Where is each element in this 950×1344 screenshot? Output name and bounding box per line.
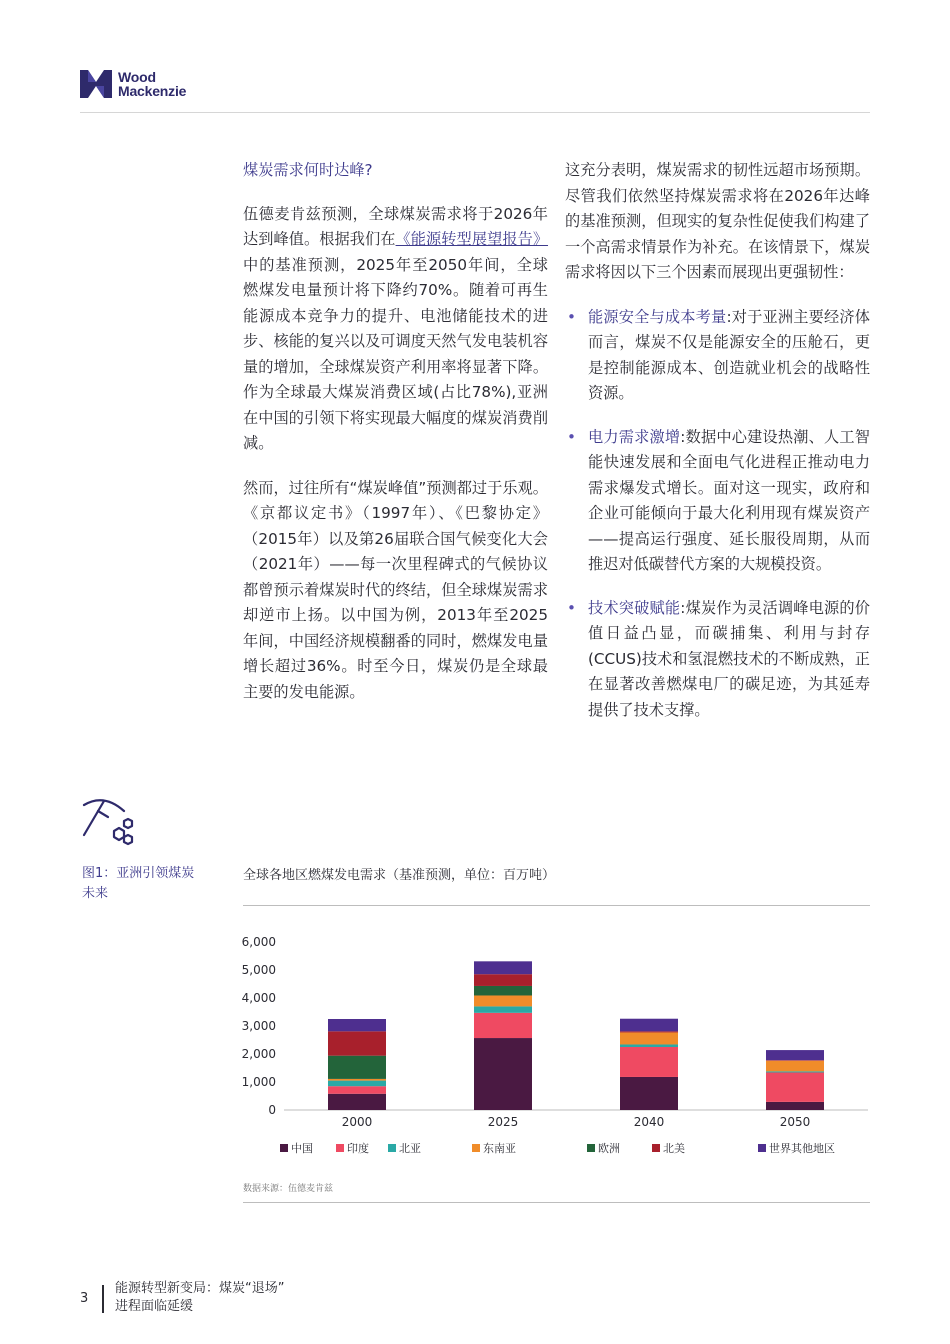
legend-swatch (472, 1144, 480, 1152)
chart-title: 全球各地区燃煤发电需求（基准预测，单位：百万吨） (243, 868, 556, 883)
x-tick-label: 2025 (487, 1115, 519, 1129)
bar-segment (766, 1102, 824, 1110)
logo-line-1: Wood (118, 69, 156, 85)
logo-line-2: Mackenzie (118, 83, 187, 99)
bar-segment (474, 986, 532, 996)
figure-caption: 图1：亚洲引领煤炭未来 (82, 866, 195, 901)
bullet-term: 电力需求激增 (588, 427, 681, 446)
legend-swatch (758, 1144, 766, 1152)
bar-segment (474, 974, 532, 986)
bullet-text: :对于亚洲主要经济体而言，煤炭不仅是能源安全的压舱石，更是控制能源成本、创造就业机会的战略性资源。 (588, 307, 870, 402)
bullet-term: 技术突破赋能 (588, 598, 681, 617)
left-text-column (243, 158, 548, 724)
footer-title (115, 1280, 284, 1316)
bar-segment (766, 1072, 824, 1101)
logo-wordmark (118, 70, 186, 98)
pickaxe-coal-icon (80, 795, 136, 851)
bar-segment (620, 1019, 678, 1032)
bar-segment (620, 1044, 678, 1047)
legend-label: 北美 (663, 1142, 685, 1155)
bar-segment (620, 1047, 678, 1077)
bar-segment (474, 995, 532, 1006)
bullet-text: :煤炭作为灵活调峰电源的价值日益凸显，而碳捕集、利用与封存(CCUS)技术和氢混燃技术的不断成熟，正在显著改善燃煤电厂的碳足迹，为其延寿提供了技术支撑。 (588, 598, 870, 719)
bar-segment (766, 1050, 824, 1060)
y-tick-label: 0 (268, 1103, 276, 1117)
bar-segment (474, 1013, 532, 1038)
legend-label: 印度 (347, 1142, 369, 1155)
energy-transition-outlook-link[interactable]: 《能源转型展望报告》 (395, 230, 549, 248)
footer-title-line: 能源转型新变局：煤炭“退场” (115, 1281, 285, 1296)
right-text-column (565, 158, 870, 741)
bar-segment (328, 1056, 386, 1079)
bar-segment (620, 1077, 678, 1110)
footer-divider (102, 1285, 104, 1313)
list-item (565, 305, 870, 407)
section-heading: 煤炭需求何时达峰? (243, 161, 373, 179)
y-tick-label: 4,000 (241, 991, 276, 1005)
bullet-text: :数据中心建设热潮、人工智能快速发展和全面电气化进程正推动电力需求爆发式增长。面对这一现实，政府和企业可能倾向于最大化利用现有煤炭资产——提高运行强度、延长服役周期，从而推迟对低碳替代方案的大规模投资。 (588, 427, 870, 573)
legend-label: 欧洲 (598, 1142, 620, 1155)
x-tick-label: 2050 (779, 1115, 811, 1129)
bar-segment (620, 1032, 678, 1044)
legend-swatch (587, 1144, 595, 1152)
paragraph-past-predictions: 然而，过往所有“煤炭峰值”预测都过于乐观。《京都议定书》（1997年）、《巴黎协定》（2015年）以及第26届联合国气候变化大会（2021年）——每一次里程碑式的气候协议都曾预示着煤炭时代的终结，但全球煤炭需求却逆市上扬。以中国为例，2013年至2025年间，中国经济规模翻番的同时，燃煤发电量增长超过36%。时至今日，煤炭仍是全球最主要的发电能源。 (243, 478, 548, 701)
legend-label: 世界其他地区 (769, 1142, 835, 1155)
bar-segment (766, 1061, 824, 1072)
y-tick-label: 2,000 (241, 1047, 276, 1061)
list-item (565, 425, 870, 578)
bar-segment (328, 1086, 386, 1094)
bullet-icon: • (567, 307, 576, 326)
bar-segment (766, 1060, 824, 1061)
legend-swatch (652, 1144, 660, 1152)
wood-mackenzie-logo (80, 70, 186, 98)
bullet-icon: • (567, 598, 576, 617)
legend-label: 东南亚 (483, 1142, 516, 1155)
bar-segment (474, 1006, 532, 1012)
paragraph-peak-forecast (243, 202, 548, 457)
x-tick-label: 2040 (633, 1115, 665, 1129)
stacked-bar-chart (230, 930, 880, 1170)
chart-bottom-divider (243, 1202, 870, 1203)
paragraph-text: 伍德麦肯兹预测，全球煤炭需求将于2026年达到峰值。根据我们在 (243, 204, 548, 248)
bullet-icon: • (567, 427, 576, 446)
y-tick-label: 1,000 (241, 1075, 276, 1089)
bar-segment (620, 1031, 678, 1032)
bar-segment (328, 1094, 386, 1110)
paragraph-text: 中的基准预测，2025年至2050年间，全球燃煤发电量预计将下降约70%。随着可再生能源成本竞争力的提升、电池储能技术的进步、核能的复兴以及可调度天然气发电装机容量的增加，全球煤炭资产利用率将显著下降。作为全球最大煤炭消费区域(占比78%),亚洲在中国的引领下将实现最大幅度的煤炭消费削减。 (243, 255, 548, 452)
page-number: 3 (80, 1291, 89, 1306)
bar-segment (474, 961, 532, 974)
bar-segment (766, 1071, 824, 1072)
bar-segment (328, 1031, 386, 1055)
legend-label: 中国 (291, 1142, 313, 1155)
footer-title-line: 进程面临延缓 (115, 1299, 194, 1314)
legend-swatch (336, 1144, 344, 1152)
bar-segment (328, 1081, 386, 1087)
bar-segment (328, 1019, 386, 1031)
header-divider (80, 112, 870, 113)
x-tick-label: 2000 (341, 1115, 373, 1129)
bullet-term: 能源安全与成本考量 (588, 307, 727, 326)
legend-swatch (280, 1144, 288, 1152)
y-tick-label: 6,000 (241, 935, 276, 949)
chart-top-divider (243, 905, 870, 906)
bar-segment (474, 1038, 532, 1110)
resilience-factors-list (565, 305, 870, 724)
wood-mackenzie-logo-mark (80, 70, 112, 98)
list-item (565, 596, 870, 724)
bar-segment (328, 1079, 386, 1081)
y-tick-label: 3,000 (241, 1019, 276, 1033)
legend-swatch (388, 1144, 396, 1152)
legend-label: 北亚 (399, 1142, 421, 1155)
y-tick-label: 5,000 (241, 963, 276, 977)
chart-source: 数据来源：伍德麦肯兹 (243, 1184, 334, 1194)
paragraph-resilience-intro: 这充分表明，煤炭需求的韧性远超市场预期。尽管我们依然坚持煤炭需求将在2026年达峰的基准预测，但现实的复杂性促使我们构建了一个高需求情景作为补充。在该情景下，煤炭需求将因以下三个因素而展现出更强韧性： (565, 161, 870, 281)
